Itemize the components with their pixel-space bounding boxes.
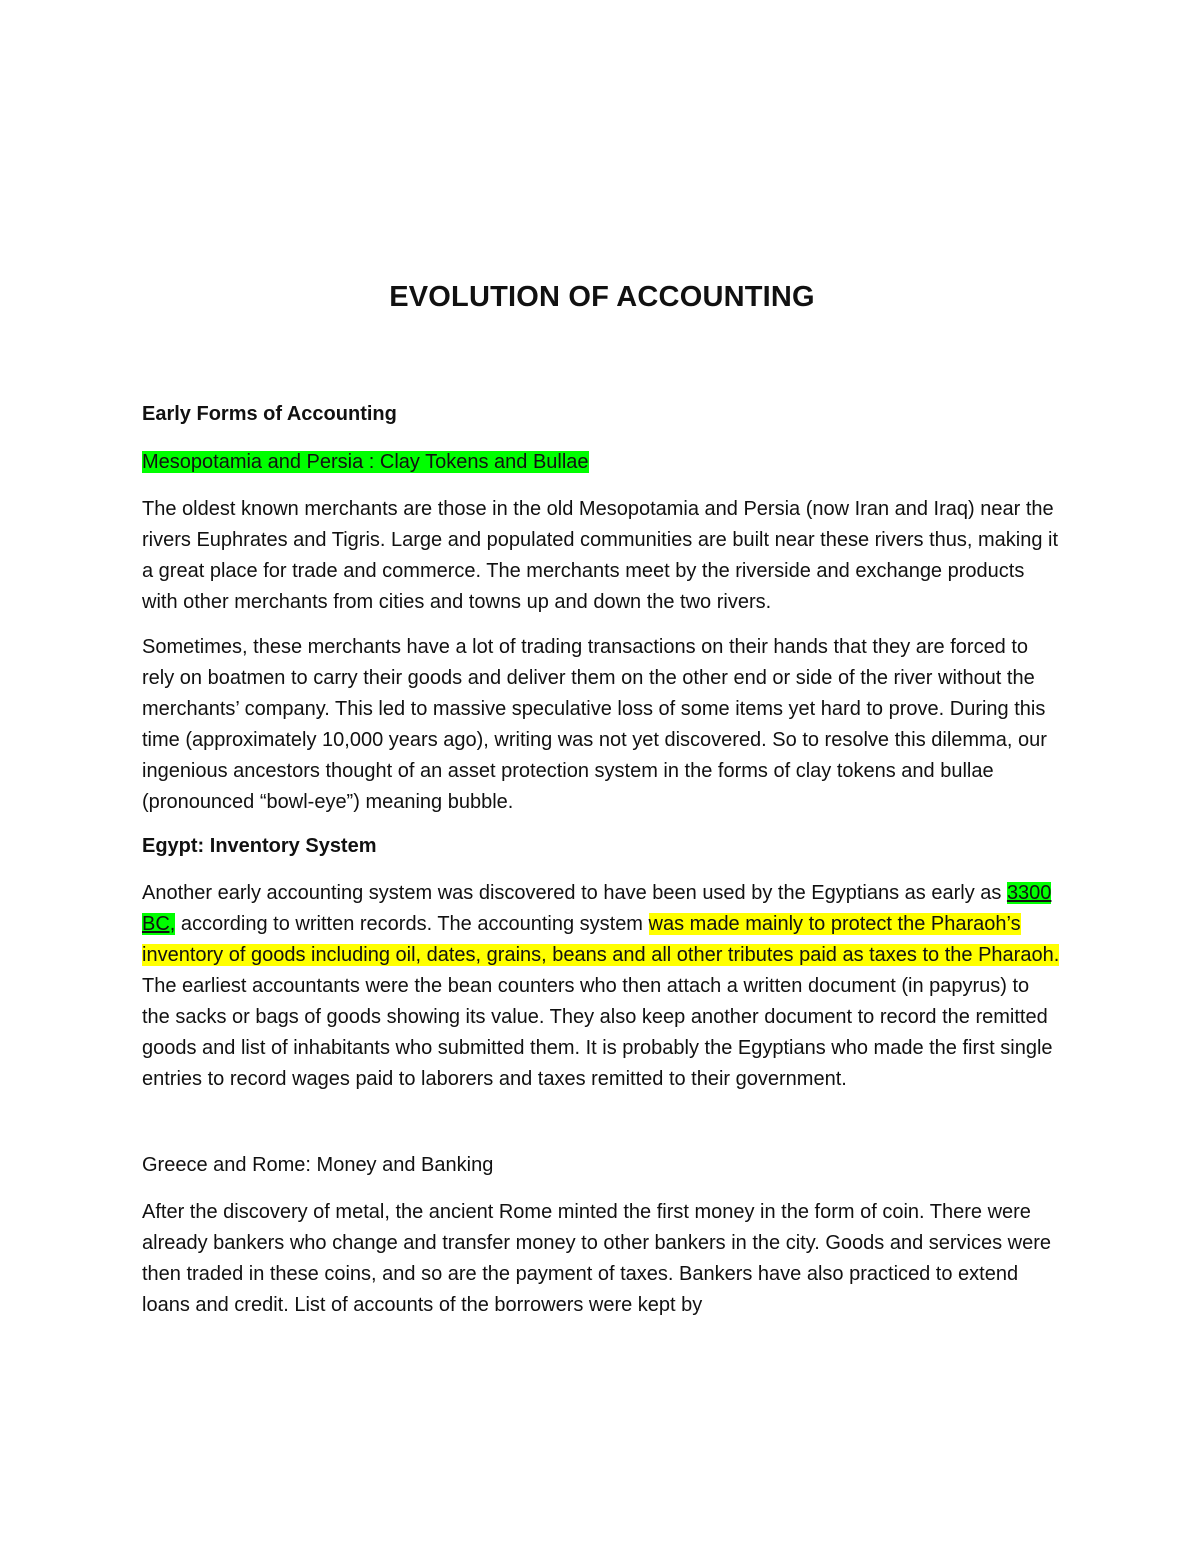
blank-line xyxy=(142,1109,1062,1151)
document-body xyxy=(142,278,1062,1335)
paragraph-egypt xyxy=(142,878,1062,1095)
subheading-mesopotamia xyxy=(142,448,1062,476)
egypt-text-part2: according to written records. The accounting system xyxy=(175,913,649,935)
section-heading-early-forms: Early Forms of Accounting xyxy=(142,403,397,425)
section-heading-egypt: Egypt: Inventory System xyxy=(142,835,377,857)
green-highlight-date: 3300 BC, xyxy=(142,882,1052,935)
egypt-text-part3: The earliest accountants were the bean counters who then attach a written document (in papyrus) to the sacks or bags of goods showing its value. They also keep another document to record the remitted goods and list of inhabitants who submitted them. It is probably the Egyptians who made the first single entries to record wages paid to laborers and taxes remitted to their government. xyxy=(142,975,1053,1090)
egypt-text-part1: Another early accounting system was discovered to have been used by the Egyptians as early as xyxy=(142,882,1007,904)
paragraph-greece-rome: After the discovery of metal, the ancient Rome minted the first money in the form of coin. There were already bankers who change and transfer money to other bankers in the city. Goods and services were then traded in these coins, and so are the payment of taxes. Bankers have also practiced to extend loans and credit. List of accounts of the borrowers were kept by xyxy=(142,1201,1052,1316)
green-highlight-subheading: Mesopotamia and Persia : Clay Tokens and Bullae xyxy=(142,451,589,473)
paragraph-mesopotamia-1: The oldest known merchants are those in the old Mesopotamia and Persia (now Iran and Iraq) near the rivers Euphrates and Tigris. Large and populated communities are built near these rivers thus, making it a great place for trade and commerce. The merchants meet by the riverside and exchange products with other merchants from cities and towns up and down the two rivers. xyxy=(142,498,1059,613)
paragraph-mesopotamia-2: Sometimes, these merchants have a lot of trading transactions on their hands that they are forced to rely on boatmen to carry their goods and deliver them on the other end or side of the river without the merchants’ company. This led to massive speculative loss of some items yet hard to prove. During this time (approximately 10,000 years ago), writing was not yet discovered. So to resolve this dilemma, our ingenious ancestors thought of an asset protection system in the forms of clay tokens and bullae (pronounced “bowl-eye”) meaning bubble. xyxy=(142,636,1047,813)
document-title: EVOLUTION OF ACCOUNTING xyxy=(389,281,815,313)
subheading-greece-rome: Greece and Rome: Money and Banking xyxy=(142,1154,494,1176)
yellow-highlight-purpose: was made mainly to protect the Pharaoh’s inventory of goods including oil, dates, grains, beans and all other tributes paid as taxes to the Pharaoh. xyxy=(142,913,1060,966)
